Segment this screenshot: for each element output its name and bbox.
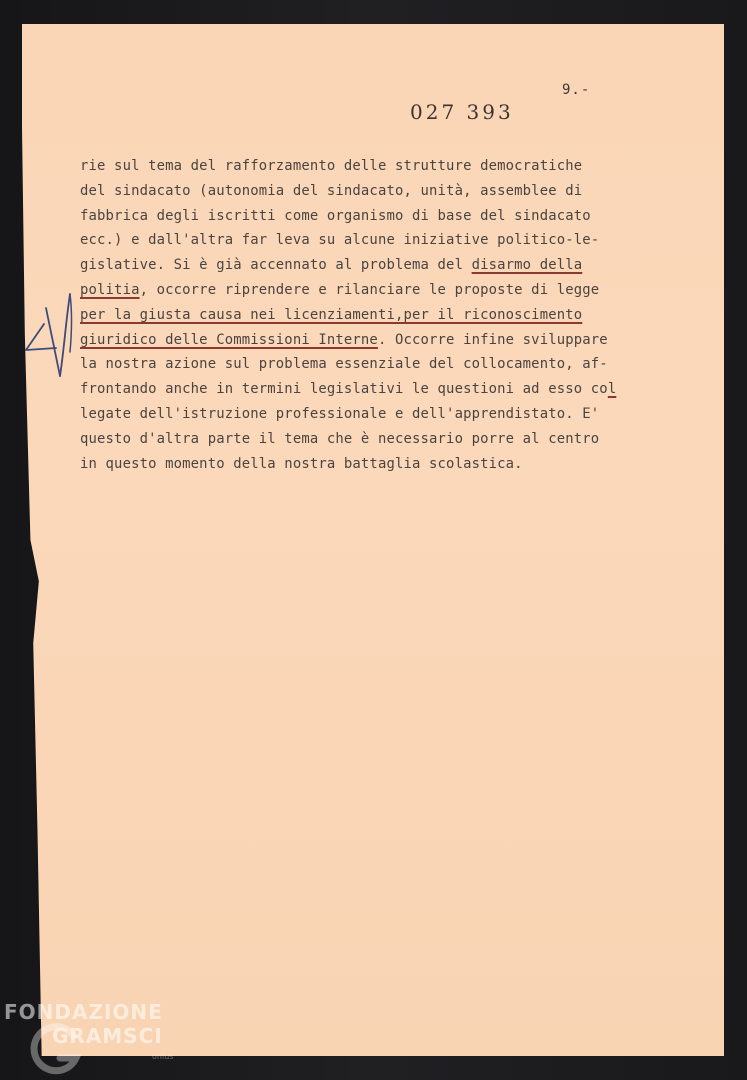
text-line: [80, 278, 599, 302]
underlined-text: politia: [80, 282, 140, 298]
text-segment: fabbrica degli iscritti come organismo di base del sindacato: [80, 207, 591, 224]
text-segment: legate dell'istruzione professionale e dell'apprendistato. E': [80, 406, 600, 422]
text-line: [80, 154, 582, 178]
text-line: [80, 377, 616, 401]
text-line: [80, 253, 582, 277]
text-segment: frontando anche in termini legislativi le questioni ad esso co: [80, 381, 608, 398]
watermark-sub: onlus: [152, 1052, 174, 1061]
text-line: [80, 228, 599, 252]
text-segment: . Occorre infine sviluppare: [377, 331, 608, 348]
text-line: [80, 352, 608, 376]
text-line: [80, 303, 582, 327]
page-number: 9.-: [562, 82, 591, 98]
text-segment: la nostra azione sul problema essenziale del collocamento, af-: [80, 356, 608, 373]
watermark-line-1: FONDAZIONE: [4, 1000, 163, 1024]
text-segment: ecc.) e dall'altra far leva su alcune iniziative politico-le-: [80, 232, 600, 249]
underlined-text: per la giusta causa nei licenziamenti,per il riconoscimento: [80, 306, 583, 323]
handwritten-margin-mark-icon: [22, 290, 82, 380]
text-segment: rie sul tema del rafforzamento delle strutture democratiche: [80, 158, 583, 174]
text-segment: questo d'altra parte il tema che è necessario porre al centro: [80, 430, 600, 447]
watermark: [4, 996, 204, 1080]
underlined-text: giuridico delle Commissioni Interne: [80, 331, 378, 348]
text-segment: del sindacato (autonomia del sindacato, unità, assemblee di: [80, 182, 583, 199]
underlined-text: l: [607, 381, 617, 398]
text-line: [80, 452, 523, 476]
text-line: [80, 402, 599, 426]
archive-document-code: 027 393: [410, 100, 514, 124]
text-line: [80, 427, 599, 451]
watermark-line-2: GRAMSCI: [52, 1024, 163, 1048]
text-segment: in questo momento della nostra battaglia scolastica.: [80, 455, 523, 472]
text-line: [80, 179, 582, 203]
text-segment: , occorre riprendere e rilanciare le proposte di legge: [139, 282, 600, 298]
text-line: [80, 328, 608, 352]
text-segment: gislative. Si è già accennato al problema del: [80, 257, 472, 274]
underlined-text: disarmo della: [471, 257, 583, 274]
text-line: [80, 204, 591, 228]
